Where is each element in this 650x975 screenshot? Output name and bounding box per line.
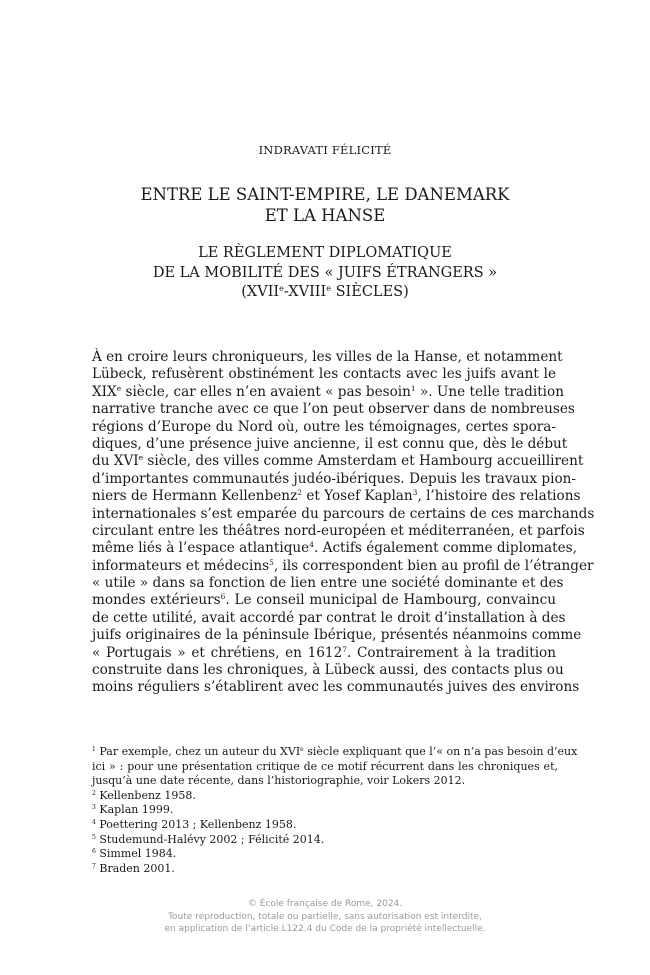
body-line: même liés à l’espace atlantique$^4$. Actifs également comme diplomates, xyxy=(92,540,577,557)
footnote-6: $^6$ Simmel 1984. xyxy=(92,847,177,861)
body-line: de cette utilité, avait accordé par contrat le droit d’installation à des xyxy=(92,609,566,626)
body-line: niers de Hermann Kellenbenz$^2$ et Yosef Kaplan$^3$, l’histoire des relations xyxy=(92,488,581,505)
footnote-1-line: $^1$ Par exemple, chez un auteur du XVIe siècle expliquant que l’« on n’a pas besoin d’eux xyxy=(92,745,578,758)
chapter-subtitle-line: DE LA MOBILITÉ DES « JUIFS ÉTRANGERS » xyxy=(152,264,498,281)
body-line: XIXe siècle, car elles n’en avaient « pas besoin$^1$ ». Une telle tradition xyxy=(92,383,564,400)
body-line: diques, d’une présence juive ancienne, il est connu que, dès le début xyxy=(92,435,568,452)
footnote-3: $^3$ Kaplan 1999. xyxy=(92,803,174,817)
author-name: INDRAVATI FÉLICITÉ xyxy=(258,143,392,157)
footnote-1-line: jusqu’à une date récente, dans l’historiographie, voir Lokers 2012. xyxy=(92,774,466,788)
body-line: du XVIe siècle, des villes comme Amsterdam et Hambourg accueillirent xyxy=(92,453,584,470)
copyright-line: Toute reproduction, totale ou partielle, sans autorisation est interdite, xyxy=(168,911,482,922)
chapter-title xyxy=(0,184,650,226)
body-line: juifs originaires de la péninsule Ibérique, présentés néanmoins comme xyxy=(92,627,582,644)
footnote-2: $^2$ Kellenbenz 1958. xyxy=(92,788,196,802)
copyright-line: en application de l’article L122.4 du Code de la propriété intellectuelle. xyxy=(164,924,486,934)
footnotes xyxy=(92,745,578,876)
body-line: internationales s’est emparée du parcours de certains de ces marchands xyxy=(92,505,595,522)
footnote-1-line: ici » : pour une présentation critique de ce motif récurrent dans les chroniques et, xyxy=(92,759,558,773)
body-line: régions d’Europe du Nord où, outre les témoignages, certes spora- xyxy=(92,418,556,435)
body-line: moins réguliers s’établirent avec les communautés juives des environs xyxy=(92,679,580,696)
chapter-subtitle-line: LE RÈGLEMENT DIPLOMATIQUE xyxy=(198,245,452,261)
copyright-notice xyxy=(0,898,650,936)
body-line: circulant entre les théâtres nord-européen et méditerranéen, et parfois xyxy=(92,522,585,539)
body-line: « Portugais » et chrétiens, en 1612$^7$. Contrairement à la tradition xyxy=(92,644,556,661)
footnote-7: $^7$ Braden 2001. xyxy=(92,861,175,875)
chapter-title-line: ET LA HANSE xyxy=(264,206,386,225)
body-line: mondes extérieurs$^6$. Le conseil municipal de Hambourg, convaincu xyxy=(92,592,556,609)
body-line: À en croire leurs chroniqueurs, les villes de la Hanse, et notamment xyxy=(92,349,563,365)
body-paragraph xyxy=(92,349,595,697)
copyright-line: © École française de Rome, 2024. xyxy=(247,899,403,909)
footnote-4: $^4$ Poettering 2013 ; Kellenbenz 1958. xyxy=(92,817,297,831)
body-line: narrative tranche avec ce que l’on peut observer dans de nombreuses xyxy=(92,401,575,418)
chapter-subtitle xyxy=(0,244,650,303)
body-line: « utile » dans sa fonction de lien entre une société dominante et des xyxy=(92,575,564,592)
body-line: construite dans les chroniques, à Lübeck aussi, des contacts plus ou xyxy=(92,662,564,679)
footnote-5: $^5$ Studemund-Halévy 2002 ; Félicité 2014. xyxy=(92,832,325,846)
body-line: informateurs et médecins$^5$, ils correspondent bien au profil de l’étranger xyxy=(92,557,594,574)
body-line: d’importantes communautés judéo-ibériques. Depuis les travaux pion- xyxy=(92,470,576,487)
chapter-title-line: ENTRE LE SAINT-EMPIRE, LE DANEMARK xyxy=(140,185,510,204)
chapter-subtitle-line: (XVIIe-XVIIIe SIÈCLES) xyxy=(241,283,409,300)
body-line: Lübeck, refusèrent obstinément les contacts avec les juifs avant le xyxy=(92,366,556,383)
